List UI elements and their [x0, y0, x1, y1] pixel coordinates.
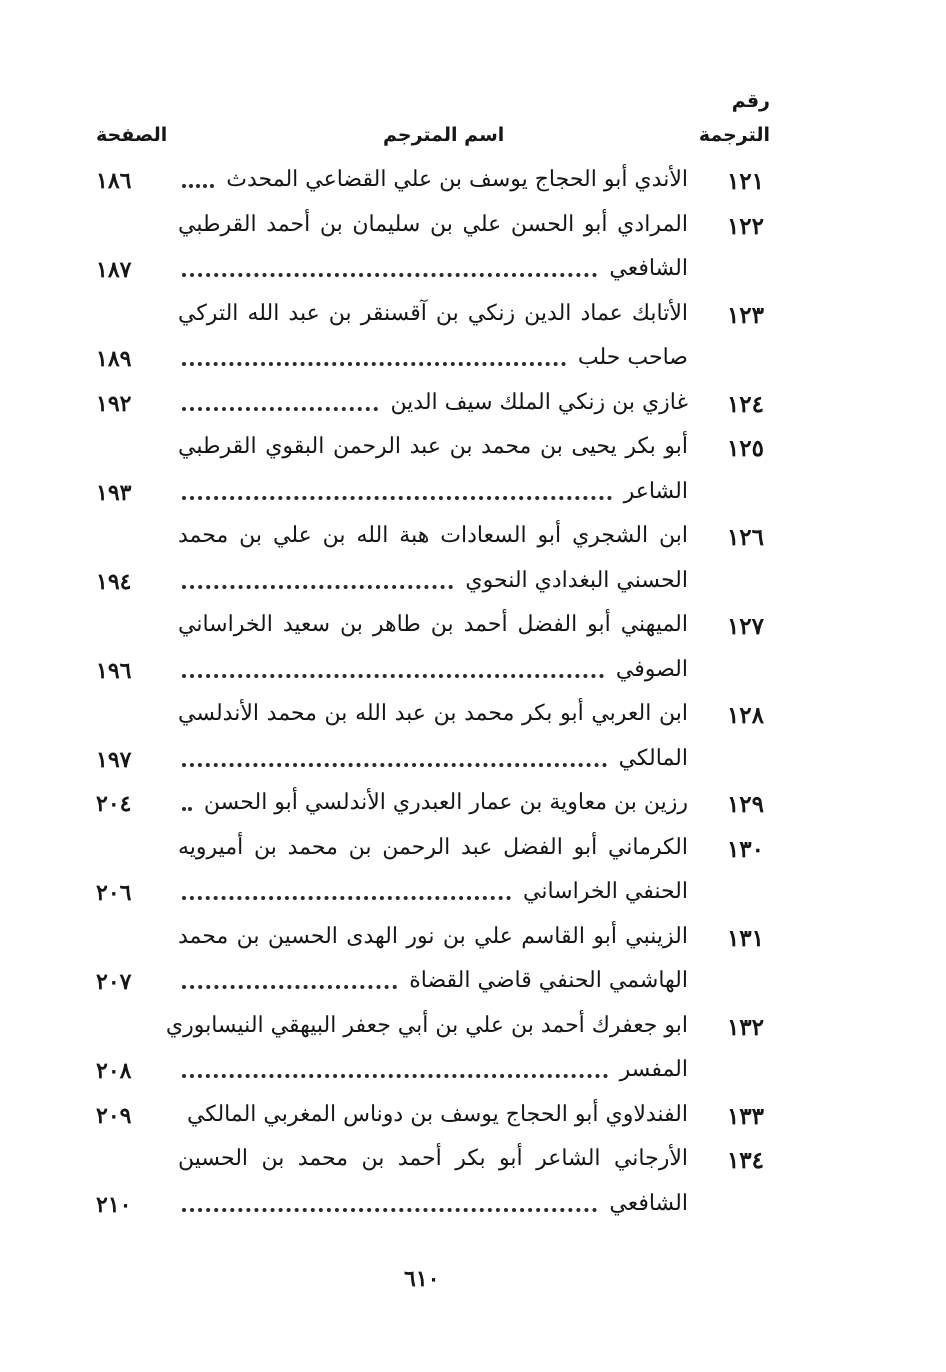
entry-page: ١٩٦	[96, 657, 132, 684]
entry-line	[0, 561, 946, 606]
entry-number: ١٣١	[726, 924, 764, 952]
index-entry	[0, 1095, 946, 1140]
entry-number: ١٢٥	[726, 435, 764, 462]
entry-name: ابن الشجري أبو السعادات هبة الله بن علي بن محمد	[178, 523, 688, 548]
header-name: اسم المترجم	[383, 124, 505, 146]
dot-leader	[182, 799, 192, 811]
dot-leader	[182, 399, 378, 411]
entry-name: الكرماني أبو الفضل عبد الرحمن بن محمد بن أميرويه	[178, 834, 688, 860]
dot-leader	[182, 666, 604, 678]
entry-name: المالكي	[618, 745, 688, 771]
entry-line	[0, 205, 946, 250]
dot-leader	[182, 1200, 597, 1212]
entry-page: ٢٠٨	[96, 1058, 132, 1084]
entry-page: ١٨٧	[96, 257, 132, 283]
index-entry	[0, 605, 946, 694]
entry-name: الأندي أبو الحجاج يوسف بن علي القضاعي المحدث	[226, 167, 688, 192]
entry-page: ١٨٩	[96, 346, 132, 372]
index-entry	[0, 1139, 946, 1228]
entry-line	[0, 249, 946, 294]
entry-line	[0, 1006, 946, 1051]
dot-leader	[182, 888, 511, 900]
dot-leader	[182, 265, 597, 277]
index-entry	[0, 516, 946, 605]
footer-page-number: ٦١٠	[404, 1266, 440, 1292]
dot-leader	[182, 977, 397, 989]
dot-leader	[182, 577, 453, 589]
entry-page: ٢١٠	[96, 1191, 132, 1218]
entry-name: أبو بكر يحيى بن محمد بن عبد الرحمن البقوي القرطبي	[178, 434, 688, 459]
entry-name: المرادي أبو الحسن علي بن سليمان بن أحمد القرطبي	[178, 211, 688, 237]
entry-line	[0, 427, 946, 472]
index-entry	[0, 694, 946, 783]
entry-name: الأرجاني الشاعر أبو بكر أحمد بن محمد بن الحسين	[178, 1146, 688, 1171]
entry-number: ١٢٧	[726, 613, 764, 640]
entry-page: ٢٠٧	[96, 969, 132, 995]
entry-line	[0, 783, 946, 828]
entry-page: ١٩٤	[96, 568, 132, 595]
entry-number: ١٢٣	[726, 301, 764, 329]
entry-page: ١٨٦	[96, 168, 132, 194]
entry-line	[0, 1139, 946, 1184]
entry-name: الشافعي	[609, 256, 688, 281]
entry-page: ١٩٧	[96, 746, 132, 773]
header-number-line2: الترجمة	[698, 124, 770, 146]
entry-line	[0, 1095, 946, 1140]
entry-line	[0, 605, 946, 650]
index-entry	[0, 205, 946, 294]
entry-name: الشافعي	[609, 1190, 688, 1216]
entry-name: الفندلاوي أبو الحجاج يوسف بن دوناس المغربي المالكي	[186, 1101, 688, 1127]
entry-line	[0, 739, 946, 784]
entry-number: ١٢٦	[726, 524, 764, 551]
entry-number: ١٢٢	[726, 212, 764, 240]
entry-name: الشاعر	[623, 478, 688, 504]
index-entry	[0, 1006, 946, 1095]
entry-number: ١٢٩	[726, 791, 764, 818]
entry-line	[0, 516, 946, 561]
entry-line	[0, 472, 946, 517]
entry-line	[0, 828, 946, 873]
entry-name: الميهني أبو الفضل أحمد بن طاهر بن سعيد الخراساني	[178, 612, 688, 637]
index-entries	[0, 160, 946, 1228]
entry-page: ٢٠٩	[96, 1102, 132, 1129]
index-entry	[0, 160, 946, 205]
dot-leader	[182, 176, 214, 188]
entry-page: ٢٠٤	[96, 791, 132, 817]
entry-number: ١٢٨	[726, 702, 764, 729]
entry-page: ٢٠٦	[96, 880, 132, 906]
entry-name: الأتابك عماد الدين زنكي بن آقسنقر بن عبد الله التركي	[178, 300, 688, 326]
dot-leader	[182, 488, 612, 500]
entry-name: الحنفي الخراساني	[523, 879, 688, 904]
entry-number: ١٣٠	[726, 835, 764, 863]
entry-line	[0, 961, 946, 1006]
entry-line	[0, 872, 946, 917]
entry-number: ١٣٢	[726, 1013, 764, 1041]
entry-line	[0, 294, 946, 339]
entry-name: الزينبي أبو القاسم علي بن نور الهدى الحسين بن محمد	[178, 923, 688, 949]
entry-line	[0, 383, 946, 428]
entry-name: الصوفي	[615, 656, 688, 682]
entry-line	[0, 160, 946, 205]
entry-line	[0, 1050, 946, 1095]
entry-name: غازي بن زنكي الملك سيف الدين	[390, 389, 688, 415]
index-entry	[0, 828, 946, 917]
index-entry	[0, 427, 946, 516]
dot-leader	[182, 354, 566, 366]
entry-line	[0, 917, 946, 962]
entry-number: ١٢٤	[726, 390, 764, 418]
entry-name: المفسر	[619, 1057, 688, 1082]
entry-name: صاحب حلب	[577, 345, 688, 370]
entry-number: ١٣٤	[726, 1147, 764, 1174]
entry-number: ١٢١	[726, 168, 764, 195]
entry-line	[0, 650, 946, 695]
entry-line	[0, 1184, 946, 1229]
entry-page: ١٩٣	[96, 479, 132, 506]
entry-line	[0, 338, 946, 383]
dot-leader	[182, 1066, 608, 1078]
entry-name: الحسني البغدادي النحوي	[465, 567, 688, 593]
entry-name: الهاشمي الحنفي قاضي القضاة	[409, 968, 688, 993]
dot-leader	[182, 755, 607, 767]
entry-name: ابو جعفرك أحمد بن علي بن أبي جعفر البيهقي النيسابوري	[165, 1012, 688, 1038]
entry-name: ابن العربي أبو بكر محمد بن عبد الله بن محمد الأندلسي	[178, 701, 688, 726]
header-number-line1: رقم	[731, 90, 770, 112]
index-entry	[0, 294, 946, 383]
entry-number: ١٣٣	[726, 1102, 764, 1130]
entry-page: ١٩٢	[96, 390, 132, 417]
index-entry	[0, 383, 946, 428]
entry-name: رزين بن معاوية بن عمار العبدري الأندلسي أبو الحسن	[203, 790, 688, 815]
index-entry	[0, 917, 946, 1006]
header-page: الصفحة	[96, 124, 168, 146]
entry-line	[0, 694, 946, 739]
index-entry	[0, 783, 946, 828]
